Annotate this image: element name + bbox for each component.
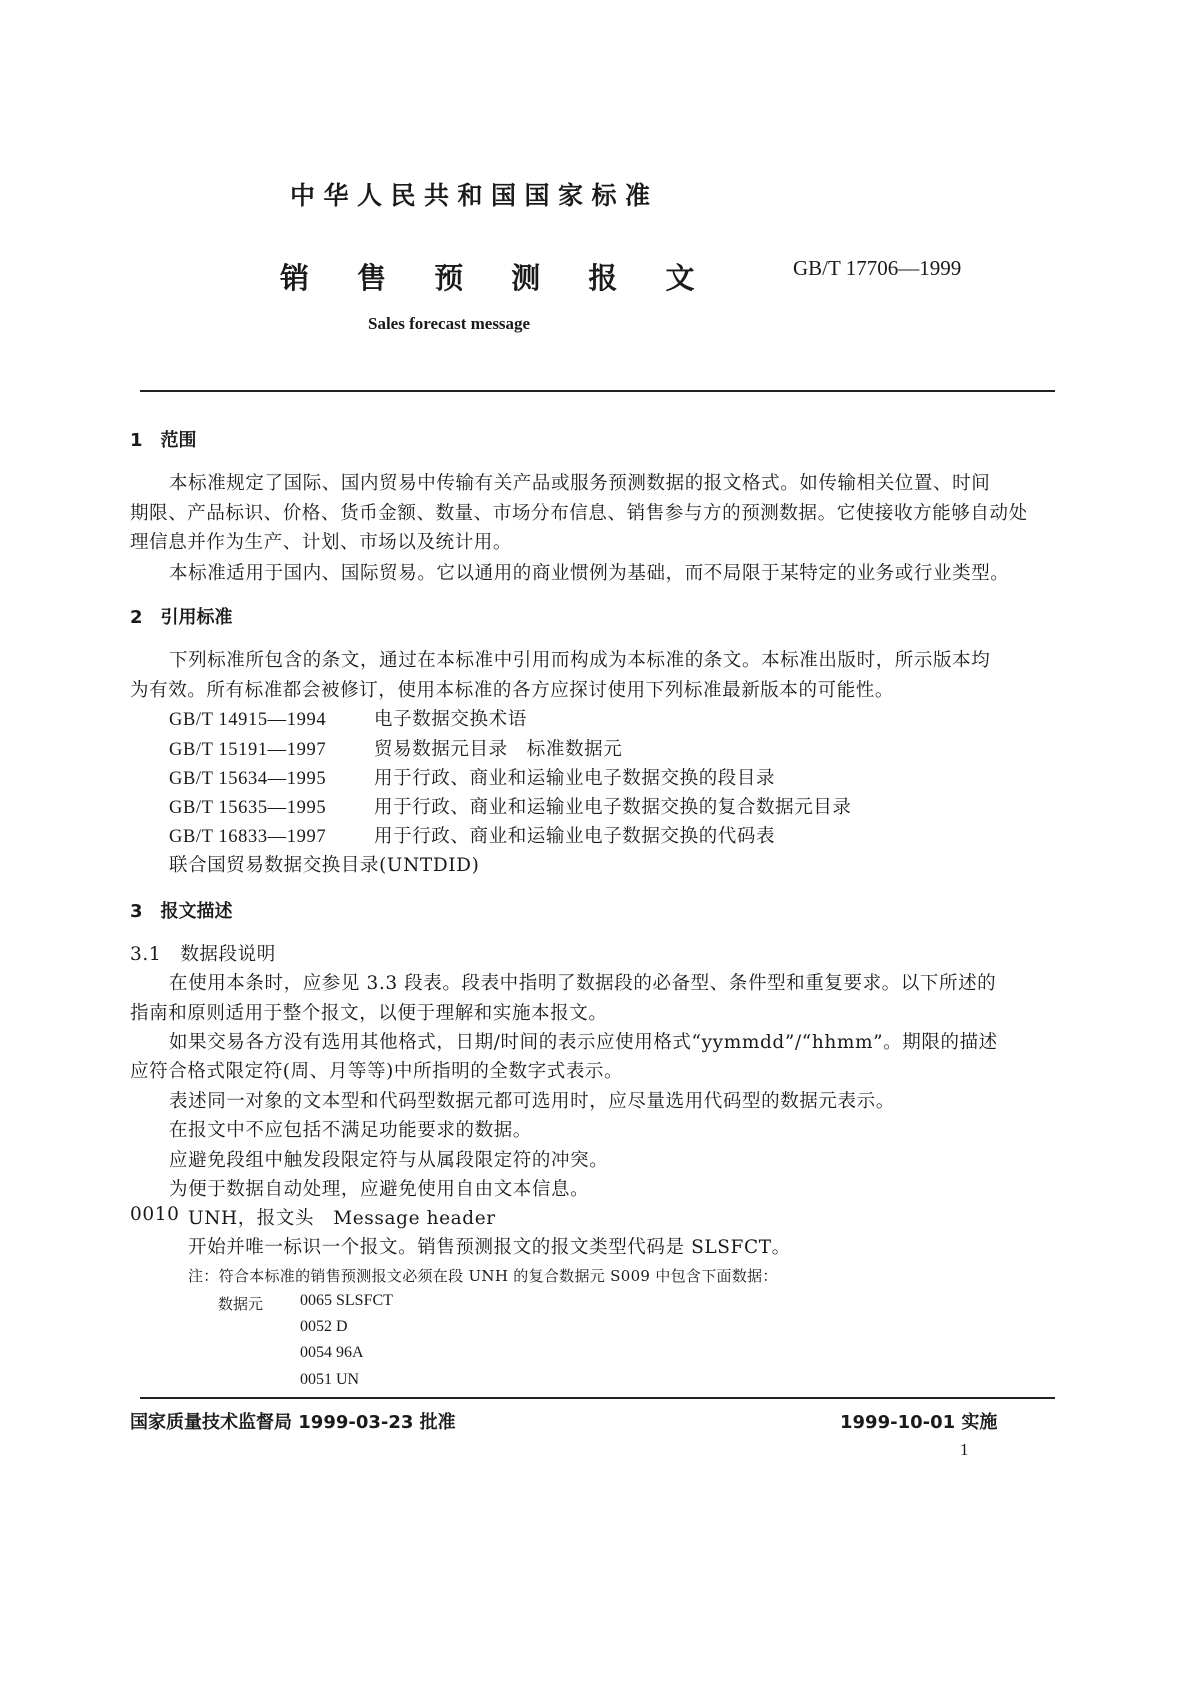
section-3-1-heading: 3.1 数据段说明 [130, 944, 276, 965]
reference-code: GB/T 15191—1997 [169, 740, 327, 760]
reference-title: 用于行政、商业和运输业电子数据交换的复合数据元目录 [374, 797, 852, 818]
section-1-para1-line1: 本标准规定了国际、国内贸易中传输有关产品或服务预测数据的报文格式。如传输相关位置、时间 [169, 473, 991, 494]
section-1-para2: 本标准适用于国内、国际贸易。它以通用的商业惯例为基础，而不局限于某特定的业务或行业类型。 [169, 563, 1010, 584]
section-2-heading: 2 引用标准 [130, 607, 233, 628]
page-number: 1 [960, 1440, 969, 1459]
segment-description: 开始并唯一标识一个报文。销售预测报文的报文类型代码是 SLSFCT。 [188, 1237, 791, 1258]
segment-note: 注：符合本标准的销售预测报文必须在段 UNH 的复合数据元 S009 中包含下面数据： [188, 1267, 778, 1285]
section-1-heading: 1 范围 [130, 430, 197, 451]
data-element-value: 0052 D [300, 1318, 348, 1335]
data-element-value: 0054 96A [300, 1344, 364, 1361]
header-divider [140, 390, 1055, 392]
section-3-para4: 在报文中不应包括不满足功能要求的数据。 [169, 1120, 532, 1141]
data-element-value: 0051 UN [300, 1371, 360, 1388]
segment-number: 0010 [130, 1204, 180, 1225]
segment-title: UNH，报文头 Message header [188, 1208, 496, 1229]
reference-code: GB/T 15635—1995 [169, 798, 327, 818]
section-3-para5: 应避免段组中触发段限定符与从属段限定符的冲突。 [169, 1150, 609, 1171]
section-3-para3: 表述同一对象的文本型和代码型数据元都可选用时，应尽量选用代码型的数据元表示。 [169, 1091, 895, 1112]
reference-title: 用于行政、商业和运输业电子数据交换的段目录 [374, 768, 776, 789]
section-2-para-line1: 下列标准所包含的条文，通过在本标准中引用而构成为本标准的条文。本标准出版时，所示版本均 [169, 650, 991, 671]
document-title-cn: 销 售 预 测 报 文 [280, 261, 703, 295]
effective-date: 1999-10-01 实施 [840, 1412, 998, 1433]
reference-code: GB/T 16833—1997 [169, 827, 327, 847]
footer-divider [140, 1397, 1055, 1399]
section-3-para2-line2: 应符合格式限定符(周、月等等)中所指明的全数字式表示。 [130, 1061, 624, 1082]
section-3-para2-line1: 如果交易各方没有选用其他格式，日期/时间的表示应使用格式“yymmdd”/“hhmm”。期限的描述 [169, 1032, 998, 1053]
section-2-para-line2: 为有效。所有标准都会被修订，使用本标准的各方应探讨使用下列标准最新版本的可能性。 [130, 680, 895, 701]
section-3-para6: 为便于数据自动处理，应避免使用自由文本信息。 [169, 1179, 590, 1200]
standard-number: GB/T 17706—1999 [793, 256, 962, 280]
reference-title: 贸易数据元目录 标准数据元 [374, 739, 623, 760]
reference-item [169, 793, 852, 819]
reference-title: 电子数据交换术语 [374, 709, 527, 730]
section-3-para1-line1: 在使用本条时，应参见 3.3 段表。段表中指明了数据段的必备型、条件型和重复要求。以下所述的 [169, 973, 997, 994]
reference-code: GB/T 15634—1995 [169, 769, 327, 789]
reference-item [169, 822, 775, 848]
data-element-label: 数据元 [218, 1295, 264, 1313]
section-1-para1-line3: 理信息并作为生产、计划、市场以及统计用。 [130, 532, 513, 553]
approval-statement: 国家质量技术监督局 1999-03-23 批准 [130, 1412, 456, 1433]
section-1-para1-line2: 期限、产品标识、价格、货币金额、数量、市场分布信息、销售参与方的预测数据。它使接收方能够自动处 [130, 503, 1028, 524]
reference-title: 用于行政、商业和运输业电子数据交换的代码表 [374, 826, 776, 847]
document-title-en: Sales forecast message [368, 314, 531, 333]
reference-item [169, 735, 622, 761]
data-element-value: 0065 SLSFCT [300, 1292, 393, 1309]
reference-item [169, 705, 527, 731]
section-3-para1-line2: 指南和原则适用于整个报文，以便于理解和实施本报文。 [130, 1003, 608, 1024]
reference-code: GB/T 14915—1994 [169, 710, 327, 730]
section-3-heading: 3 报文描述 [130, 901, 233, 922]
national-standard-title: 中华人民共和国国家标准 [290, 181, 659, 210]
reference-item [169, 764, 775, 790]
reference-item-untdid: 联合国贸易数据交换目录(UNTDID) [169, 855, 480, 876]
